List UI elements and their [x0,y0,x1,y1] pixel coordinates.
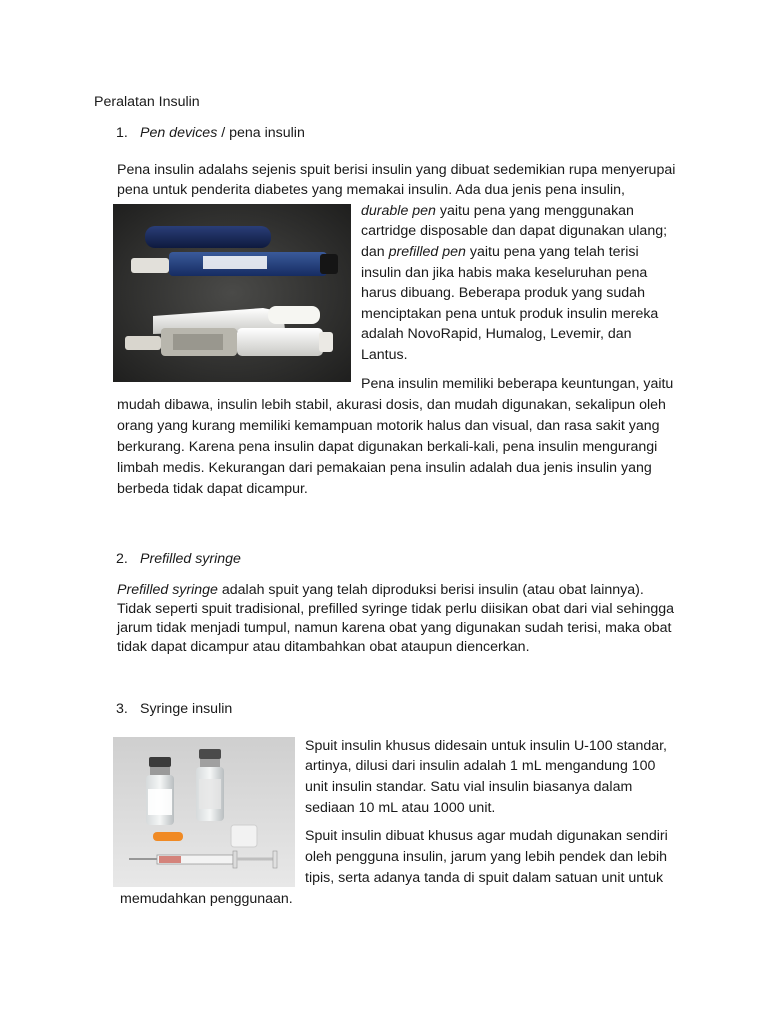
durable-pen-term: durable pen [361,203,436,219]
section-3-title: Syringe insulin [140,701,233,717]
section-1-number: 1. [116,125,128,141]
text-line: pena untuk penderita diabetes yang memakai insulin. Ada dua jenis pena insulin, [117,182,625,198]
text-line: sediaan 10 mL atau 1000 unit. [305,800,496,816]
text-line: harus dibuang. Beberapa produk yang sudah [361,285,645,301]
text-line: limbah medis. Kekurangan dari pemakaian pena insulin adalah dua jenis insulin yang [117,460,652,476]
text-line-durable-pen [361,201,634,221]
text-line: tidak dapat dicampur atau ditambahkan obat ataupun diencerkan. [117,639,530,655]
text-line: insulin dan jika habis maka keseluruhan pena [361,265,648,281]
text-line-prefilled-pen [361,242,639,262]
text-fragment: dan [361,244,389,260]
text-line: Tidak seperti spuit tradisional, prefilled syringe tidak perlu diisikan obat dari vial sehingga [117,601,675,617]
text-line: oleh pengguna insulin, jarum yang lebih pendek dan lebih [305,849,668,865]
section-2-title: Prefilled syringe [140,551,241,567]
text-line: unit insulin standar. Satu vial insulin biasanya dalam [305,779,633,795]
text-line: Lantus. [361,347,408,363]
text-line: mudah dibawa, insulin lebih stabil, akurasi dosis, dan mudah digunakan, sekalipun oleh [117,397,666,413]
prefilled-syringe-term: Prefilled syringe [117,582,218,598]
insulin-syringe-photo [113,737,295,887]
text-fragment: yaitu pena yang menggunakan [435,203,634,219]
section-1-title-rest: / pena insulin [217,125,305,141]
text-line: tipis, serta adanya tanda di spuit dalam satuan unit untuk [305,870,664,886]
text-line: artinya, dilusi dari insulin adalah 1 mL mengandung 100 [305,758,656,774]
text-line [117,580,644,600]
text-line: memudahkan penggunaan. [120,891,293,907]
text-line: berkurang. Karena pena insulin dapat digunakan berkali-kali, pena insulin mengurangi [117,439,658,455]
text-fragment: yaitu pena yang telah terisi [465,244,639,260]
text-line: menciptakan pena untuk produk insulin mereka [361,306,659,322]
text-fragment: adalah spuit yang telah diproduksi berisi insulin (atau obat lainnya). [217,582,644,598]
page-title: Peralatan Insulin [94,94,200,110]
text-line: orang yang kurang memiliki kemampuan motorik halus dan visual, dan rasa sakit yang [117,418,660,434]
text-line: cartridge disposable dan dapat digunakan ulang; [361,223,668,239]
text-line: Pena insulin memiliki beberapa keuntungan, yaitu [361,376,674,392]
text-line: Spuit insulin khusus didesain untuk insulin U-100 standar, [305,738,668,754]
section-3-number: 3. [116,701,128,717]
section-1-title-italic: Pen devices [140,125,218,141]
text-line: adalah NovoRapid, Humalog, Levemir, dan [361,326,632,342]
insulin-pen-photo [113,204,351,382]
prefilled-pen-term: prefilled pen [388,244,466,260]
text-line: jarum tidak menjadi tumpul, namun karena obat yang digunakan sudah terisi, maka obat [117,620,672,636]
text-line: Spuit insulin dibuat khusus agar mudah digunakan sendiri [305,828,668,844]
section-1-title [140,123,305,143]
section-2-number: 2. [116,551,128,567]
text-line: berbeda tidak dapat dicampur. [117,481,308,497]
text-line: Pena insulin adalahs sejenis spuit berisi insulin yang dibuat sedemikian rupa menyerupai [117,162,676,178]
